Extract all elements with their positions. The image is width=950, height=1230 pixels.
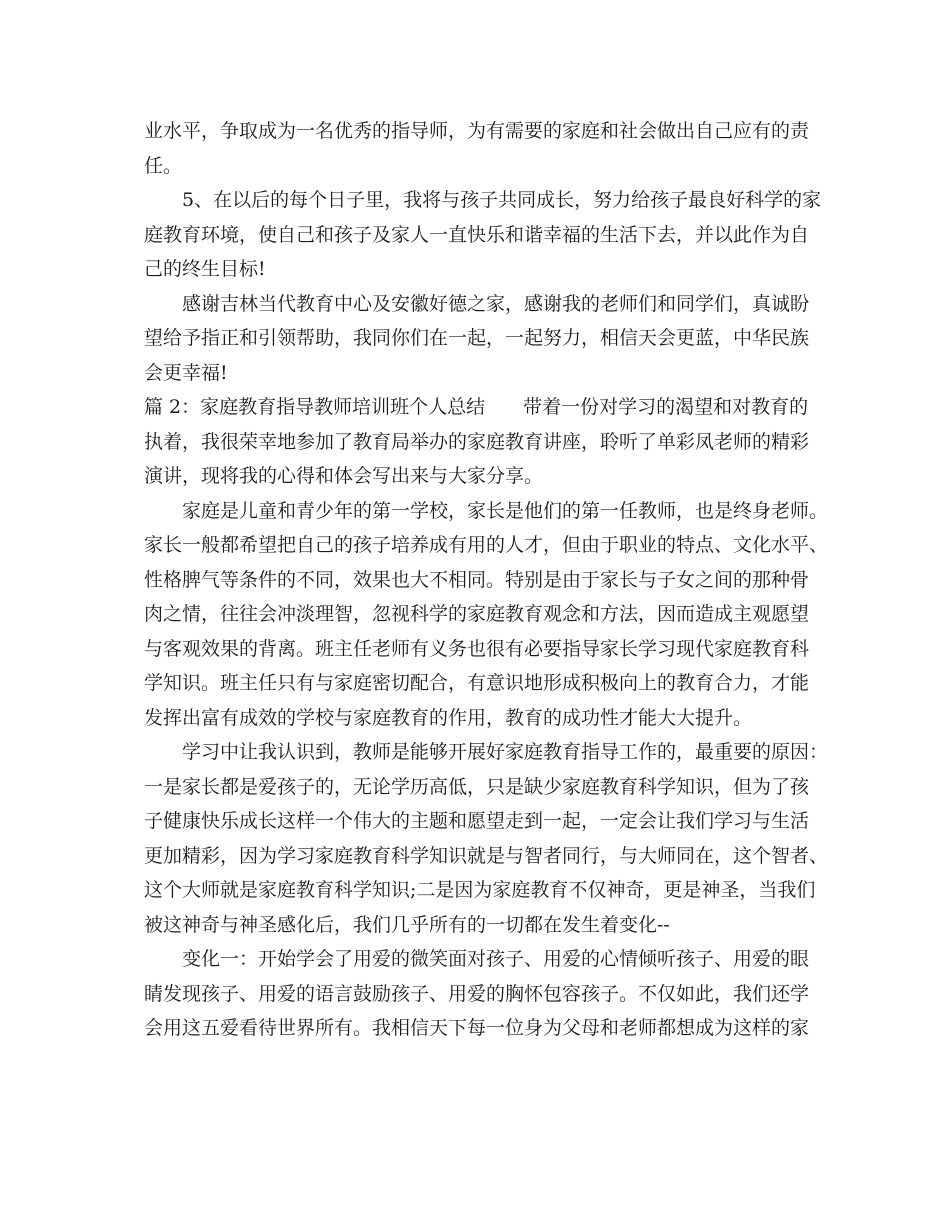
text-line: 子健康快乐成长这样一个伟大的主题和愿望走到一起，一定会让我们学习与生活 [144,810,810,832]
text-line: 演讲，现将我的心得和体会写出来与大家分享。 [144,465,544,487]
document-page [144,114,829,1046]
paragraph-5 [144,494,829,736]
text-line: 望给予指正和引领帮助，我同你们在一起，一起努力，相信天会更蓝，中华民族 [144,327,810,349]
text-line: 被这神奇与神圣感化后，我们几乎所有的一切都在发生着变化-- [144,913,670,936]
text-line: 篇 2：家庭教育指导教师培训班个人总结 带着一份对学习的渴望和对教育的 [144,396,809,418]
text-line: 变化一：开始学会了用爱的微笑面对孩子、用爱的心情倾听孩子、用爱的眼 [182,948,810,970]
text-line: 业水平，争取成为一名优秀的指导师，为有需要的家庭和社会做出自己应有的责 [144,120,810,142]
paragraph-6 [144,735,829,942]
text-line: 任。 [144,154,183,177]
text-line: 性格脾气等条件的不同，效果也大不相同。特别是由于家长与子女之间的那种骨 [144,568,810,591]
text-line: 与客观效果的背离。班主任老师有义务也很有必要指导家长学习现代家庭教育科 [144,637,810,660]
text-line: 家长一般都希望把自己的孩子培养成有用的人才，但由于职业的特点、文化水平、 [144,534,829,556]
text-line: 睛发现孩子、用爱的语言鼓励孩子、用爱的胸怀包容孩子。不仅如此，我们还学 [144,982,810,1005]
text-line: 一是家长都是爱孩子的，无论学历高低，只是缺少家庭教育科学知识，但为了孩 [144,775,810,798]
text-line: 感谢吉林当代教育中心及安徽好德之家，感谢我的老师们和同学们，真诚盼 [182,292,810,315]
text-line: 这个大师就是家庭教育科学知识;二是因为家庭教育不仅神奇，更是神圣，当我们 [144,879,816,901]
text-line: 庭教育环境，使自己和孩子及家人一直快乐和谐幸福的生活下去，并以此作为自 [144,223,810,246]
paragraph-3 [144,287,812,391]
text-line: 执着，我很荣幸地参加了教育局举办的家庭教育讲座，聆听了单彩凤老师的精彩 [144,430,810,453]
text-line: 学习中让我认识到，教师是能够开展好家庭教育指导工作的，最重要的原因： [182,741,829,763]
text-line: 会更幸福! [144,361,228,384]
text-line: 会用这五爱看待世界所有。我相信天下每一位身为父母和老师都想成为这样的家 [144,1017,810,1039]
text-line: 发挥出富有成效的学校与家庭教育的作用，教育的成功性才能大大提升。 [144,706,753,729]
paragraph-2 [144,183,822,287]
paragraph-4-section-heading [144,390,812,494]
text-line: 己的终生目标! [144,258,266,280]
text-line: 5、在以后的每个日子里，我将与孩子共同成长，努力给孩子最良好科学的家 [182,189,822,211]
paragraph-1 [144,114,812,183]
text-line: 学知识。班主任只有与家庭密切配合，有意识地形成积极向上的教育合力，才能 [144,672,810,694]
text-line: 更加精彩，因为学习家庭教育科学知识就是与智者同行，与大师同在，这个智者、 [144,844,829,867]
text-line: 肉之情，往往会冲淡理智，忽视科学的家庭教育观念和方法，因而造成主观愿望 [144,603,810,625]
paragraph-7 [144,942,812,1046]
text-line: 家庭是儿童和青少年的第一学校，家长是他们的第一任教师，也是终身老师。 [182,499,829,522]
